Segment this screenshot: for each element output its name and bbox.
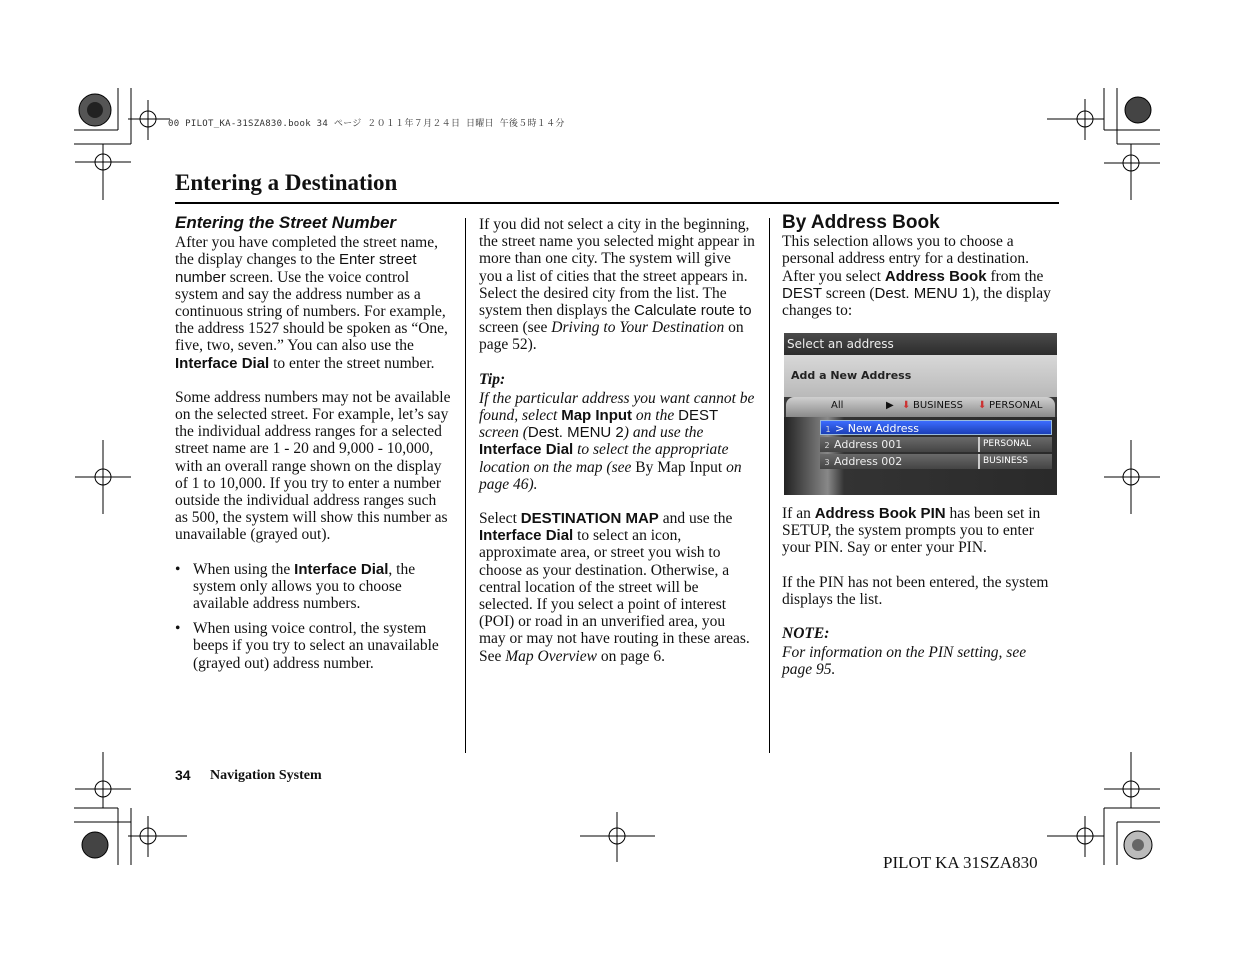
cross-reference: Map Overview [505,647,597,665]
screen-name: Dest. MENU 1 [874,284,971,302]
tip-text [479,390,755,493]
text: screen (see [479,319,552,337]
text: on page 46). [479,458,742,493]
paragraph-destination-map [479,510,755,665]
screen-title: Select an address [784,333,1057,355]
nav-screen-select-address [784,333,1057,495]
row-category: PERSONAL [978,437,1031,452]
text: When using the [193,560,295,578]
row-label: Address 001 [834,438,903,451]
text: If you did not select a city in the beginning, the street name you selected might appear in more than one city. The system will give you a list of cities that the street appears in. Select the desired city from the list. The system then displays the [479,216,755,320]
row-number: 1 [825,425,831,434]
section-heading-address-book: By Address Book [782,212,940,233]
text: has been set in SETUP, the system prompts you to enter your PIN. Say or enter your PIN. [782,505,1041,557]
tab-personal[interactable]: PERSONAL [989,400,1043,411]
row-number: 3 [824,458,830,467]
page-number: 34 [175,767,191,783]
text: Select [479,510,521,528]
text: screen ( [822,284,875,302]
text: , the system only allows you to choose available address numbers. [193,560,416,613]
add-new-address-item[interactable]: Add a New Address [784,355,1057,397]
category-tabs [786,397,1055,417]
control-name: Address Book PIN [814,505,946,522]
paragraph-address-book [782,233,1060,319]
column-left [175,214,453,680]
text: on the [632,407,679,425]
text: ) and use the [623,424,704,442]
page-title: Entering a Destination [175,170,398,195]
list-item[interactable] [820,437,1052,452]
screen-name: Enter street number [175,251,417,286]
footer-section-title: Navigation System [210,768,322,783]
row-category: BUSINESS [978,454,1028,469]
tab-business[interactable]: BUSINESS [913,400,963,411]
text: to select an icon, approximate area, or street you wish to choose as your destination. Otherwise, a central location of the street will be selected. If you select a point of interest (POI) or road in an unverified area, you may or may not have routing in these areas. See [479,527,750,665]
screen-name: Calculate route to [634,302,752,320]
section-heading-street-number: Entering the Street Number [175,213,397,232]
bullet-marker: • [175,560,181,578]
paragraph-street-number [175,234,453,372]
text: to enter the street number. [269,354,435,372]
bullet-marker: • [175,620,181,638]
row-number: 2 [824,441,830,450]
tab-all[interactable]: All [831,400,844,411]
control-name: Interface Dial [175,354,270,372]
text: When using voice control, the system beeps if you try to select an unavailable (grayed out) address number. [193,620,439,672]
cross-reference: Driving to Your Destination [551,319,725,337]
text: to select the appropriate location on the map (see [479,441,729,476]
screen-name: Dest. MENU 2 [527,424,624,442]
text: screen ( [479,424,528,442]
column-right [782,214,1060,336]
text: This selection allows you to choose a personal address entry for a destination. After you select [782,233,1030,285]
list-item[interactable] [820,420,1052,435]
paragraph-pin [782,505,1060,557]
column-middle [479,216,755,682]
text: on page 52). [479,319,744,354]
note-label: NOTE: [782,625,830,643]
column-divider [465,218,466,753]
play-icon: ▶ [886,400,894,411]
paragraph-address-ranges: Some address numbers may not be available on the selected street. For example, let’s say the individual address ranges for a selected street name are 1 - 20 and 9,000 - 10,000, with an overall range shown on the display of 1 to 10,000. If you try to enter a number outside the individual address ranges such as 500, the system will show this number as unavailable (grayed out). [175,388,451,544]
text: and use the [658,510,733,528]
text: If an [782,505,815,522]
row-label: Address 002 [834,455,903,468]
control-name: Map Input [561,407,633,425]
bullet-voice-control [175,620,453,672]
cross-reference: By Map Input [635,458,723,476]
row-label: > New Address [835,422,920,435]
text: screen. Use the voice control system and say the address number as a continuous string of numbers. For example, the address 1527 should be spoken as “One, five, two, seven.” You can also use the [175,268,448,355]
control-name: Interface Dial [479,441,574,459]
tip-label: Tip: [479,370,506,388]
text: from the [986,267,1044,285]
bullet-interface-dial [175,561,453,613]
note-text: For information on the PIN setting, see page 95. [782,644,1027,679]
text: If the particular address you want cannot be found, select [479,389,755,425]
list-item[interactable] [820,454,1052,469]
paragraph-pin-not-entered: If the PIN has not been entered, the system displays the list. [782,573,1049,608]
control-name: Address Book [884,267,987,285]
address-list [784,417,1057,495]
book-header-line: 00 PILOT_KA-31SZA830.book 34 ページ ２０１１年７月２４日 日曜日 午後５時１４分 [168,119,565,129]
text: After you have completed the street name, the display changes to the [175,234,438,269]
screen-name: DEST [678,407,719,425]
text: ), the display changes to: [782,284,1051,320]
control-name: DESTINATION MAP [520,510,659,528]
control-name: Interface Dial [294,560,389,578]
paragraph-multiple-cities [479,216,755,354]
document-id: PILOT KA 31SZA830 [883,853,1038,872]
screen-name: DEST [782,284,823,302]
title-rule [175,202,1059,204]
text: on page 6. [596,647,665,665]
column-right-lower [782,505,1060,696]
arrow-down-icon: ⬇ [902,400,911,411]
column-divider [769,218,770,753]
control-name: Interface Dial [479,527,574,545]
arrow-down-icon: ⬇ [978,400,987,411]
